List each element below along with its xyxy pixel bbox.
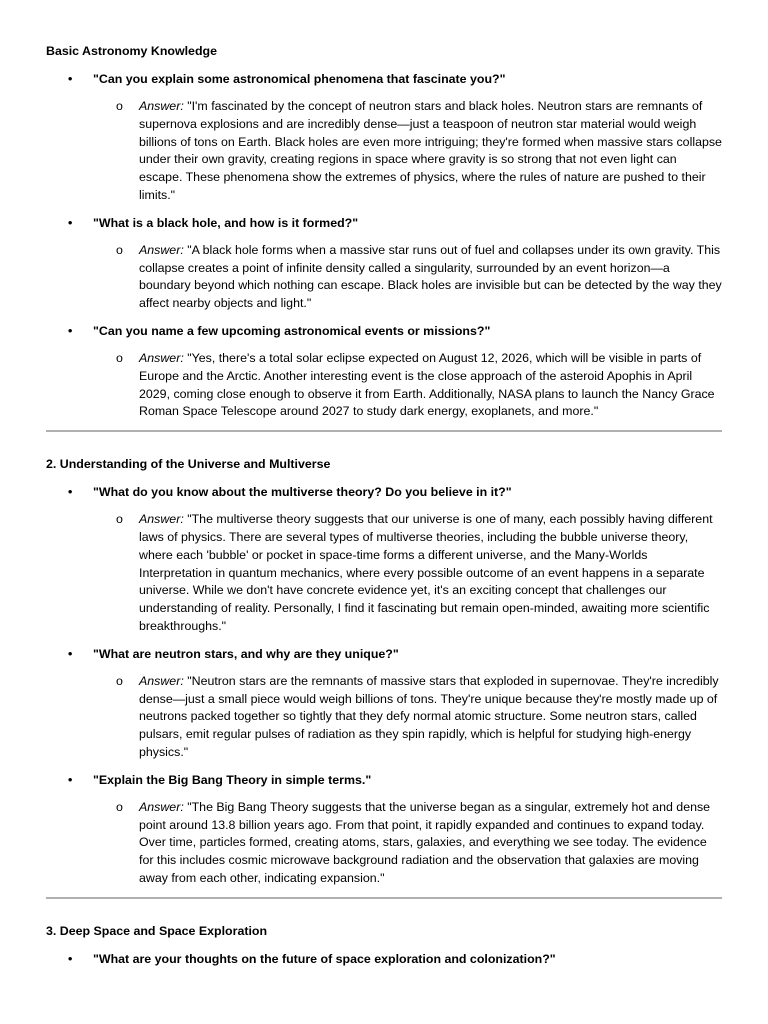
section-basic-astronomy — [46, 43, 722, 421]
bullet-icon: • — [68, 72, 73, 86]
answer-text: "The multiverse theory suggests that our universe is one of many, each possibly having different laws of physics. There are several types of multiverse theories, including the bubble universe theory, where each 'bubble' or pocket in space-time forms a different universe, and the Many-Worlds Interpretation in quantum mechanics, where every possible outcome of an event happens in a separate universe. While we don't have concrete evidence yet, it's an exciting concept that challenges our understanding of reality. Personally, I find it fascinating but remain open-minded, awaiting more scientific breakthroughs." — [139, 512, 713, 633]
sub-bullet-icon: o — [116, 799, 123, 814]
question-text: "Can you explain some astronomical phenomena that fascinate you?" — [93, 72, 506, 86]
bullet-icon: • — [68, 323, 73, 338]
sub-bullet-icon: o — [116, 673, 123, 688]
answer-label: Answer: — [139, 512, 184, 527]
question-item — [46, 646, 722, 662]
section-universe-multiverse — [46, 456, 722, 888]
answer-text: "I'm fascinated by the concept of neutron stars and black holes. Neutron stars are remnants of supernova explosions and are incredibly dense—just a teaspoon of neutron star material would weigh billions of tons on Earth. Black holes are even more intriguing; they're formed when massive stars collapse under their own gravity, creating regions in space where gravity is so strong that not even light can escape. These phenomena show the extremes of physics, where the rules of nature are pushed to their limits." — [139, 99, 722, 202]
question-text: "Explain the Big Bang Theory in simple terms." — [93, 772, 372, 787]
answer-item — [46, 98, 722, 205]
answer-text: "Neutron stars are the remnants of massive stars that exploded in supernovae. They're incredibly dense—just a small piece would weigh billions of tons. They're unique because they're mostly made up of neutrons packed together so tightly that they defy normal atomic structure. Some neutron stars, called pulsars, emit regular pulses of radiation as they spin rapidly, which is helpful for studying high-energy physics." — [139, 673, 719, 759]
bullet-icon: • — [68, 215, 73, 230]
section-heading: 3. Deep Space and Space Exploration — [46, 923, 268, 938]
bullet-icon: • — [68, 646, 73, 661]
answer-label: Answer: — [139, 673, 184, 688]
document-page — [46, 43, 722, 967]
bullet-icon: • — [68, 485, 73, 500]
answer-item — [46, 350, 722, 421]
answer-text: "Yes, there's a total solar eclipse expected on August 12, 2026, which will be visible in parts of Europe and the Arctic. Another interesting event is the close approach of the asteroid Apophis in April 2029, coming close enough to observe it from Earth. Additionally, NASA plans to launch the Nancy Grace Roman Space Telescope around 2027 to study dark energy, exoplanets, and more." — [139, 350, 715, 419]
question-text: "Can you name a few upcoming astronomical events or missions?" — [93, 323, 491, 338]
question-text: "What are neutron stars, and why are they unique?" — [93, 646, 399, 661]
section-heading: Basic Astronomy Knowledge — [46, 44, 217, 58]
answer-label: Answer: — [139, 242, 184, 257]
answer-item — [46, 242, 722, 313]
bullet-icon: • — [68, 772, 73, 787]
question-text: "What do you know about the multiverse theory? Do you believe in it?" — [93, 485, 512, 500]
sub-bullet-icon: o — [116, 99, 123, 113]
question-item — [46, 323, 722, 339]
answer-text: "A black hole forms when a massive star runs out of fuel and collapses under its own gravity. This collapse creates a point of infinite density called a singularity, surrounded by an event horizon—a boundary beyond which nothing can escape. Black holes are invisible but can be detected by the way they affect nearby objects and light." — [139, 242, 722, 311]
answer-item — [46, 673, 722, 762]
sub-bullet-icon: o — [116, 242, 123, 257]
answer-item — [46, 799, 722, 888]
answer-text: "The Big Bang Theory suggests that the universe began as a singular, extremely hot and dense point around 13.8 billion years ago. From that point, it rapidly expanded and continues to expand today. Over time, particles formed, creating atoms, stars, galaxies, and everything we see today. The evidence for this includes cosmic microwave background radiation and the observation that galaxies are moving away from each other, indicating expansion." — [139, 799, 711, 885]
answer-label: Answer: — [139, 350, 184, 365]
question-item — [46, 772, 722, 788]
question-item — [46, 215, 722, 231]
section-divider — [46, 897, 722, 899]
bullet-icon: • — [68, 951, 73, 966]
question-item — [46, 951, 722, 967]
question-item — [46, 71, 722, 87]
answer-label: Answer: — [139, 99, 184, 113]
answer-label: Answer: — [139, 799, 184, 814]
section-deep-space — [46, 923, 722, 967]
sub-bullet-icon: o — [116, 512, 123, 527]
question-item — [46, 484, 722, 500]
answer-item — [46, 511, 722, 636]
question-text: "What is a black hole, and how is it formed?" — [93, 215, 359, 230]
sub-bullet-icon: o — [116, 350, 123, 365]
question-text: "What are your thoughts on the future of space exploration and colonization?" — [93, 951, 556, 966]
section-divider — [46, 430, 722, 432]
section-heading: 2. Understanding of the Universe and Multiverse — [46, 457, 331, 472]
